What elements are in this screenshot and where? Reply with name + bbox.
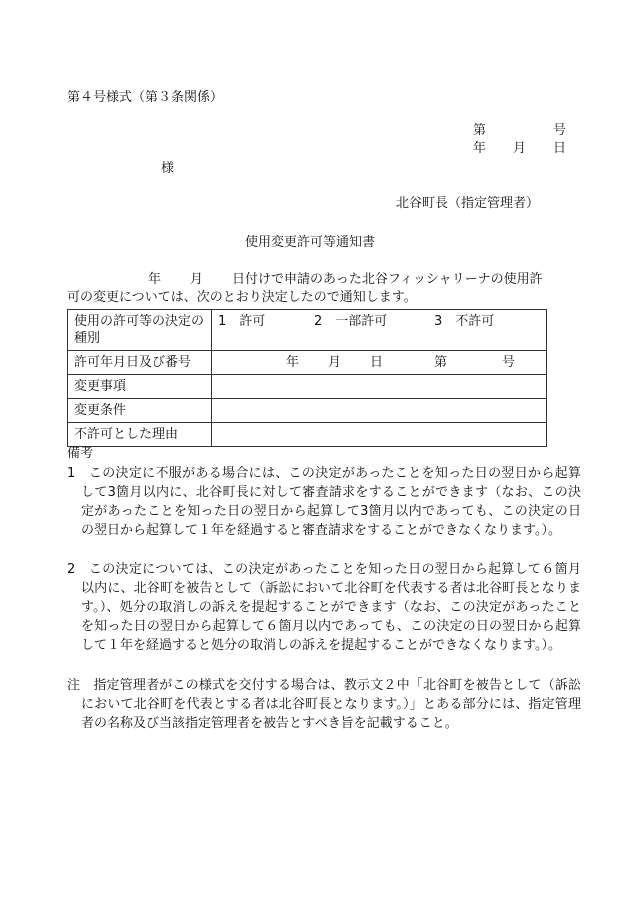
remarks-note: 注 指定管理者がこの様式を交付する場合は、教示文２中「北谷町を被告として（訴訟において北谷町を代表とする者は北谷町長となります。）」とある部分には、指定管理者の名称及び当該指定管理者を被告とすべき旨を記載すること。 [67,678,581,731]
change-conditions-value[interactable] [212,399,547,423]
permit-date-month: 月 [328,355,342,370]
permit-date-year: 年 [286,355,300,370]
permit-number-suffix: 号 [502,355,516,370]
remarks-heading: 備考 [67,446,94,461]
table-row-refusal-reason [68,423,547,447]
table-row-change-items [68,375,547,399]
decision-type-options [212,310,547,351]
intro-line1: 日付けで申請のあった北谷フィッシャリーナの使用許 [232,272,543,287]
refusal-reason-label: 不許可とした理由 [68,423,212,447]
permit-date-label: 許可年月日及び番号 [68,351,212,375]
remarks-item-2: 2 この決定については、この決定があったことを知った日の翌日から起算して６箇月以内に、北谷町を被告として（訴訟において北谷町を代表する者は北谷町長となります。）、処分の取消しの訴えを提起することができます（なお、この決定があったことを知った日の翌日から起算して６箇月以内であっても、この決定の日の翌日から起算して１年を経過すると処分の取消しの訴えを提起することができなくなります。）。 [67,562,581,653]
sender-name: 北谷町長（指定管理者） [396,196,540,211]
intro-line2: 可の変更については、次のとおり決定したので通知します。 [67,290,417,305]
permit-number-prefix: 第 [434,355,448,370]
change-items-value[interactable] [212,375,547,399]
addressee-suffix: 様 [161,161,175,176]
date-year: 年 [473,141,487,156]
remarks-item-1: 1 この決定に不服がある場合には、この決定があったことを知った日の翌日から起算して3箇月以内に、北谷町長に対して審査請求をすることができます（なお、この決定があったことを知った日の翌日から起算して3箇月以内であっても、この決定の日の翌日から起算して１年を経過すると審査請求をすることができなくなります。）。 [67,466,581,538]
date-month: 月 [513,141,527,156]
date-day: 日 [553,141,567,156]
change-conditions-label: 変更条件 [68,399,212,423]
permit-date-day: 日 [370,355,384,370]
form-number: 第４号様式（第３条関係） [67,90,224,105]
document-title: 使用変更許可等通知書 [245,235,376,250]
option-partial-permit: 2 一部許可 [314,314,388,329]
refusal-reason-value[interactable] [212,423,547,447]
permit-date-value [212,351,547,375]
table-row-decision-type [68,310,547,351]
option-permit: 1 許可 [218,314,266,329]
option-no-permit: 3 不許可 [434,314,495,329]
table-row-change-conditions [68,399,547,423]
change-items-label: 変更事項 [68,375,212,399]
decision-type-label: 使用の許可等の決定の種別 [68,310,212,351]
intro-month: 月 [190,272,204,287]
intro-year: 年 [148,272,162,287]
decision-table [67,309,547,447]
doc-number-suffix: 号 [553,123,567,138]
table-row-permit-date [68,351,547,375]
doc-number-prefix: 第 [473,123,487,138]
